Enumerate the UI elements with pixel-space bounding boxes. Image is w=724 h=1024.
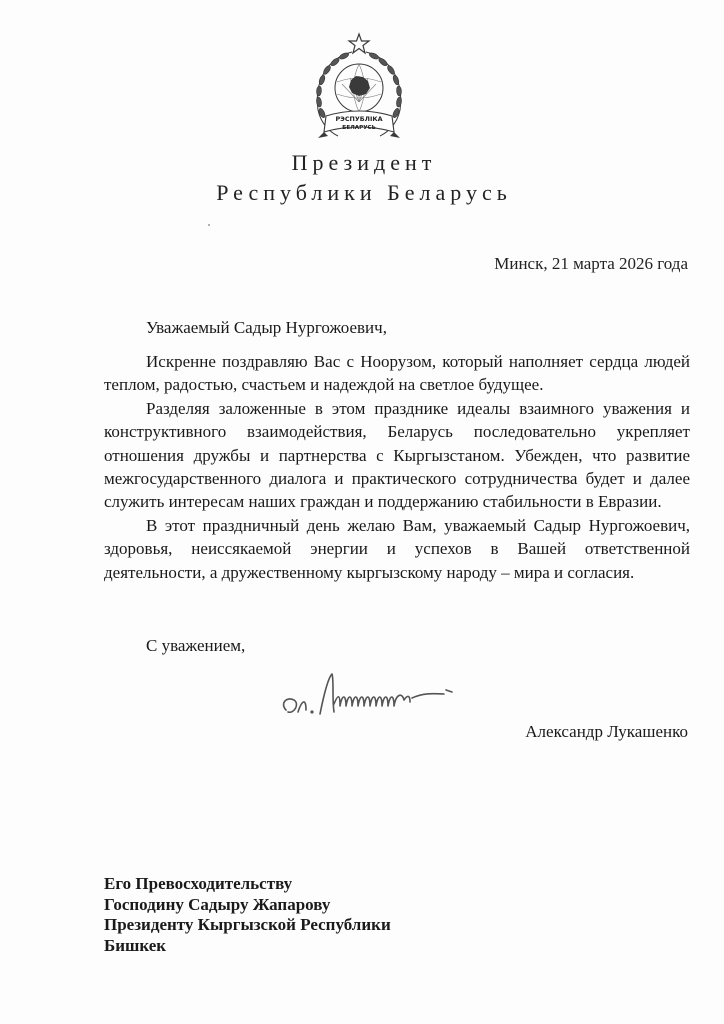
closing-phrase: С уважением, — [146, 636, 246, 655]
emblem-text-line2: БЕЛАРУСЬ — [342, 125, 376, 131]
letter-body — [104, 350, 690, 584]
recipient-block — [104, 874, 391, 956]
body-paragraph-2: Разделяя заложенные в этом празднике идеалы взаимного уважения и конструктивного взаимодействия, Беларусь последовательно укрепляет отношения дружбы и партнерства с Кыргызстаном. Убежден, что развитие межгосударственного диалога и практического сотрудничества будет и далее служить интересам наших граждан и поддержанию стабильности в Евразии. — [104, 398, 690, 512]
emblem-text-line1: РЭСПУБЛІКА — [335, 115, 383, 123]
letterhead-title-line1: Президент — [291, 150, 437, 175]
letter-date: Минск, 21 марта 2026 года — [494, 254, 688, 273]
salutation: Уважаемый Садыр Нургожоевич, — [146, 318, 387, 337]
recipient-line-2: Господину Садыру Жапарову — [104, 894, 331, 914]
coat-of-arms-emblem — [306, 32, 412, 146]
recipient-line-1: Его Превосходительству — [104, 874, 293, 893]
body-paragraph-3: В этот праздничный день желаю Вам, уважаемый Садыр Нургожоевич, здоровья, неиссякаемой энергии и успехов в Вашей ответственной деятельности, а дружественному кыргызскому народу – мира и согласия. — [104, 515, 690, 582]
recipient-line-3: Президенту Кыргызской Республики — [104, 915, 391, 934]
handwritten-signature — [276, 664, 466, 728]
body-paragraph-1: Искренне поздравляю Вас с Ноорузом, который наполняет сердца людей теплом, радостью, счастьем и надеждой на светлое будущее. — [104, 352, 690, 395]
paper-speck — [208, 224, 210, 226]
signer-name: Александр Лукашенко — [525, 722, 688, 741]
letterhead-title-line2: Республики Беларусь — [216, 180, 512, 205]
recipient-line-4: Бишкек — [104, 935, 167, 955]
